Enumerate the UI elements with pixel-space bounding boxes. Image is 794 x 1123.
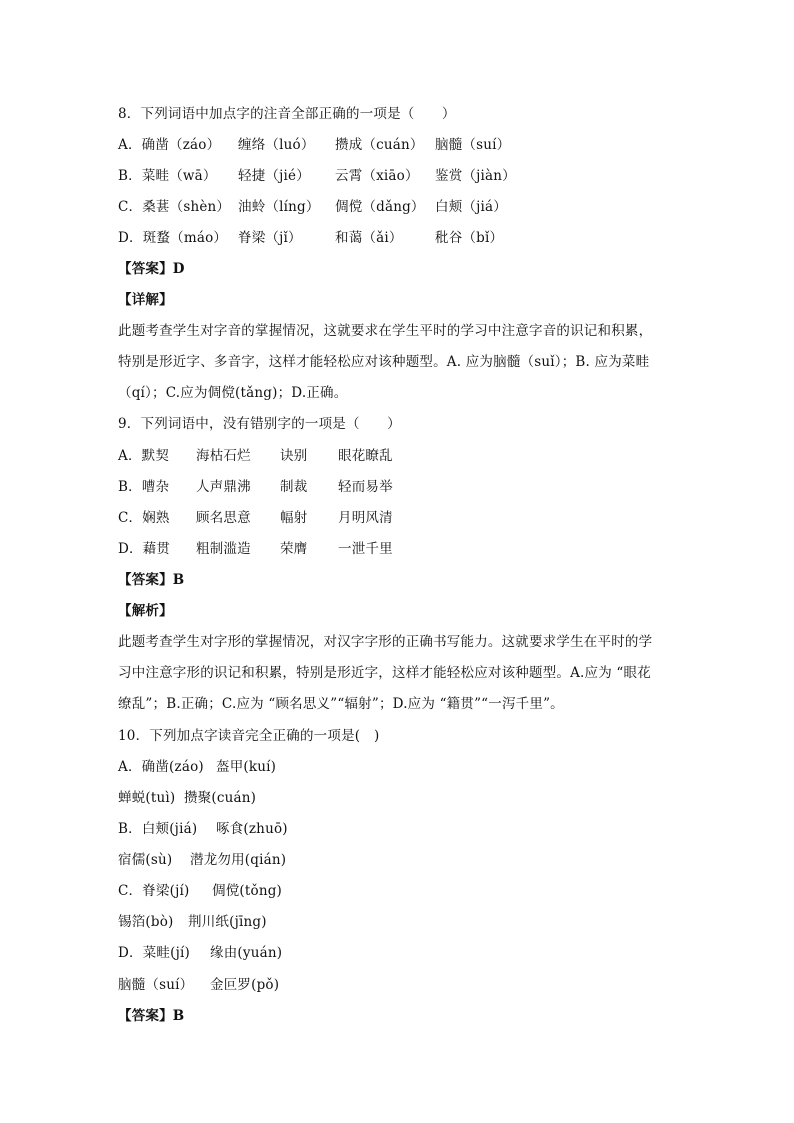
q8-title: 8．下列词语中加点字的注音全部正确的一项是（ ） — [118, 106, 456, 122]
q10-l6-a: 锡箔(bò) — [118, 914, 174, 930]
q8-d-4: 秕谷（bǐ） — [435, 230, 504, 246]
q10-l4-b: 潜龙勿用(qián) — [190, 852, 287, 868]
q10-l7-b: 缘由(yuán) — [210, 945, 283, 961]
q10-l5-a: C．脊梁(jí) — [118, 883, 190, 899]
q8-c-1: C．桑葚（shèn） — [118, 199, 231, 215]
q9-detail-line-2: 习中注意字形的识记和积累，特别是形近字，这样才能轻松应对该种题型。A.应为 “眼花 — [118, 665, 651, 681]
q8-a-3: 攒成（cuán） — [335, 137, 424, 153]
q10-l2-a: 蝉蜕(tuì) — [118, 790, 176, 806]
q10-l3-a: B．白颊(jiá) — [118, 821, 198, 837]
q9-detail-label: 【解析】 — [118, 603, 173, 619]
q9-d-2: 粗制滥造 — [196, 541, 251, 557]
q8-b-1: B．菜畦（wā） — [118, 168, 217, 184]
q9-detail-line-1: 此题考查学生对字形的掌握情况，对汉字字形的正确书写能力。这就要求学生在平时的学 — [118, 634, 653, 650]
q9-detail-line-3: 缭乱”；B.正确；C.应为 “顾名思义”“辐射”；D.应为 “籍贯”“一泻千里”。 — [118, 696, 564, 712]
q8-b-2: 轻捷（jié） — [238, 168, 310, 184]
q8-answer: 【答案】D — [118, 261, 185, 277]
q9-c-2: 顾名思意 — [196, 510, 251, 526]
q10-l8-b: 金叵罗(pǒ) — [210, 977, 280, 993]
q10-title: 10．下列加点字读音完全正确的一项是( ) — [118, 728, 380, 744]
q9-a-3: 诀别 — [280, 448, 308, 464]
q9-b-3: 制裁 — [280, 479, 308, 495]
q9-a-1: A．默契 — [118, 448, 170, 464]
q8-d-1: D．斑蝥（máo） — [118, 230, 228, 246]
q9-a-2: 海枯石烂 — [196, 448, 251, 464]
q10-l2-b: 攒聚(cuán) — [184, 790, 257, 806]
q8-c-3: 倜傥（dǎng） — [335, 199, 425, 215]
q9-b-4: 轻而易举 — [338, 479, 393, 495]
q9-c-3: 幅射 — [280, 510, 308, 526]
q9-c-1: C．娴熟 — [118, 510, 170, 526]
q9-b-1: B．嘈杂 — [118, 479, 170, 495]
q8-d-3: 和蔼（ǎi） — [335, 230, 403, 246]
q8-a-2: 缠络（luó） — [238, 137, 315, 153]
q8-a-1: A．确凿（záo） — [118, 137, 221, 153]
q10-l7-a: D．菜畦(jí) — [118, 945, 190, 961]
q9-c-4: 月明风清 — [338, 510, 393, 526]
q10-l5-b: 倜傥(tǒng) — [212, 883, 283, 899]
q10-l6-b: 荆川纸(jīng) — [188, 914, 267, 930]
q9-answer: 【答案】B — [118, 572, 185, 588]
q9-d-1: D．藉贯 — [118, 541, 171, 557]
q8-b-3: 云霄（xiāo） — [335, 168, 419, 184]
q10-l8-a: 脑髓（suí） — [118, 977, 194, 993]
q10-l1-b: 盔甲(kuí) — [216, 759, 277, 775]
q8-detail-label: 【详解】 — [118, 292, 173, 308]
q9-d-3: 荣膺 — [280, 541, 308, 557]
q8-detail-line-1: 此题考查学生对字音的掌握情况，这就要求在学生平时的学习中注意字音的识记和积累， — [118, 323, 653, 339]
q8-b-4: 鉴赏（jiàn） — [435, 168, 516, 184]
q9-title: 9．下列词语中，没有错别字的一项是（ ） — [118, 416, 401, 432]
q9-b-2: 人声鼎沸 — [196, 479, 251, 495]
q8-d-2: 脊梁（jǐ） — [238, 230, 302, 246]
q10-l1-a: A．确凿(záo) — [118, 759, 204, 775]
q10-l4-a: 宿儒(sù) — [118, 852, 173, 868]
q9-a-4: 眼花瞭乱 — [338, 448, 393, 464]
q9-d-4: 一泄千里 — [338, 541, 393, 557]
q8-a-4: 脑髓（suí） — [435, 137, 511, 153]
q10-answer: 【答案】B — [118, 1008, 185, 1024]
q8-detail-line-3: （qí）；C.应为倜傥(tǎng)；D.正确。 — [118, 385, 348, 401]
q8-c-4: 白颊（jiá） — [435, 199, 507, 215]
q8-detail-line-2: 特别是形近字、多音字，这样才能轻松应对该种题型。A. 应为脑髓（suǐ）；B. 应为菜畦 — [118, 354, 650, 370]
q8-c-2: 油蛉（líng） — [238, 199, 320, 215]
q10-l3-b: 啄食(zhuō) — [216, 821, 288, 837]
